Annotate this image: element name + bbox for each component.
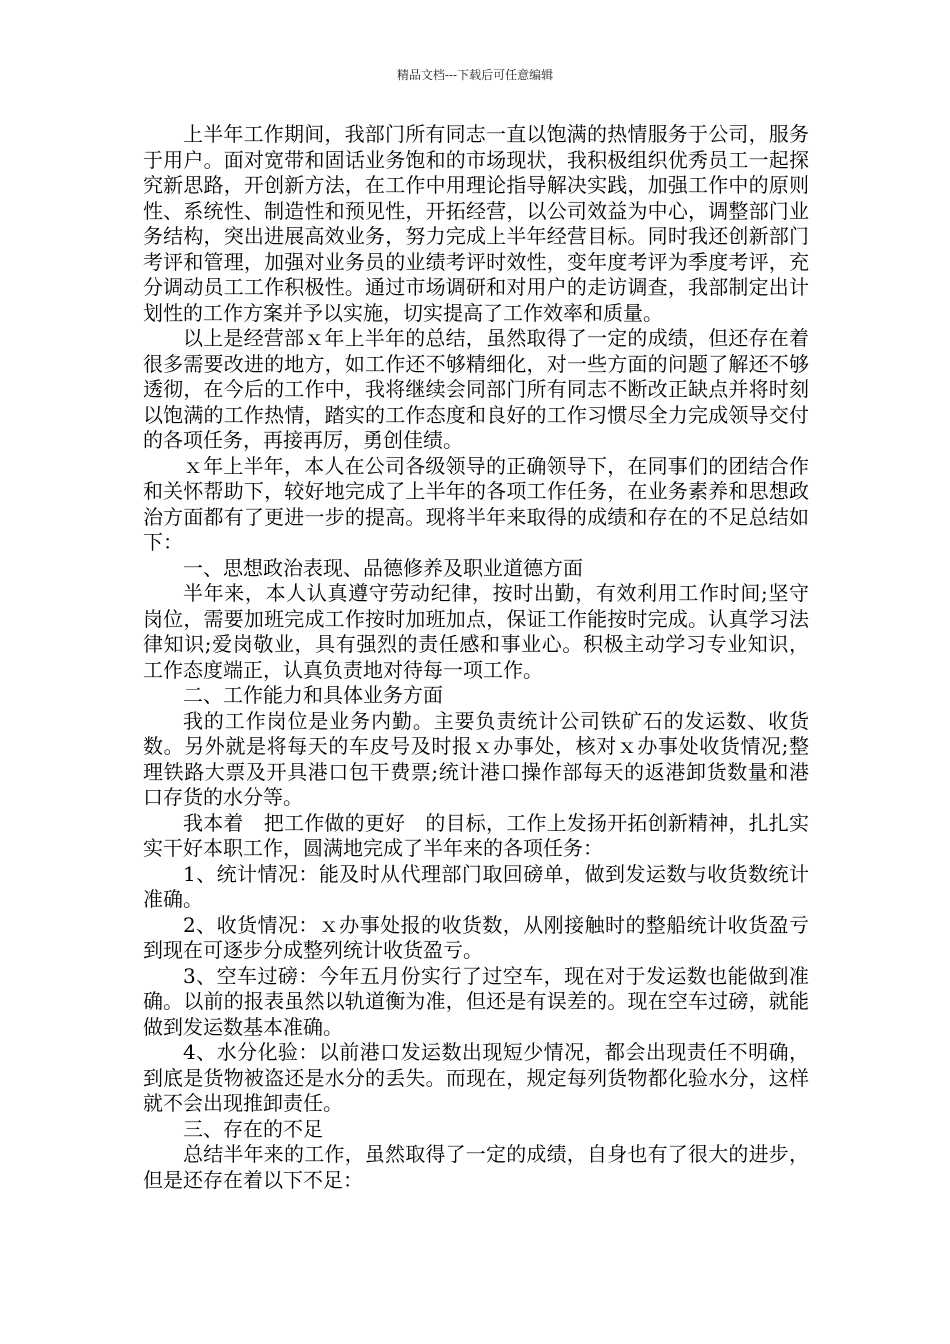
list-item: 2、收货情况：ｘ办事处报的收货数，从刚接触时的整船统计收货盈亏到现在可逐步分成整列统计收货盈亏。 bbox=[143, 912, 809, 962]
paragraph: 以上是经营部ｘ年上半年的总结，虽然取得了一定的成绩，但还存在着很多需要改进的地方，如工作还不够精细化，对一些方面的问题了解还不够透彻，在今后的工作中，我将继续会同部门所有同志不断改正缺点并将时刻以饱满的工作热情，踏实的工作态度和良好的工作习惯尽全力完成领导交付的各项任务，再接再厉，勇创佳绩。 bbox=[143, 326, 809, 452]
paragraph: 半年来，本人认真遵守劳动纪律，按时出勤，有效利用工作时间;坚守岗位，需要加班完成工作按时加班加点，保证工作能按时完成。认真学习法律知识;爱岗敬业，具有强烈的责任感和事业心。积极主动学习专业知识，工作态度端正，认真负责地对待每一项工作。 bbox=[143, 581, 809, 682]
document-body bbox=[143, 122, 809, 1193]
paragraph: 我的工作岗位是业务内勤。主要负责统计公司铁矿石的发运数、收货数。另外就是将每天的车皮号及时报ｘ办事处，核对ｘ办事处收货情况;整理铁路大票及开具港口包干费票;统计港口操作部每天的返港卸货数量和港口存货的水分等。 bbox=[143, 708, 809, 809]
list-item: 3、空车过磅：今年五月份实行了过空车，现在对于发运数也能做到准确。以前的报表虽然以轨道衡为准，但还是有误差的。现在空车过磅，就能做到发运数基本准确。 bbox=[143, 963, 809, 1039]
paragraph: 总结半年来的工作，虽然取得了一定的成绩，自身也有了很大的进步，但是还存在着以下不足： bbox=[143, 1142, 809, 1192]
paragraph: 上半年工作期间，我部门所有同志一直以饱满的热情服务于公司，服务于用户。面对宽带和固话业务饱和的市场现状，我积极组织优秀员工一起探究新思路，开创新方法，在工作中用理论指导解决实践，加强工作中的原则性、系统性、制造性和预见性，开拓经营，以公司效益为中心，调整部门业务结构，突出进展高效业务，努力完成上半年经营目标。同时我还创新部门考评和管理，加强对业务员的业绩考评时效性，变年度考评为季度考评，充分调动员工工作积极性。通过市场调研和对用户的走访调查，我部制定出计划性的工作方案并予以实施，切实提高了工作效率和质量。 bbox=[143, 122, 809, 325]
page-header: 精品文档---下载后可任意编辑 bbox=[396, 68, 554, 82]
list-item: 4、水分化验：以前港口发运数出现短少情况，都会出现责任不明确，到底是货物被盗还是水分的丢失。而现在，规定每列货物都化验水分，这样就不会出现推卸责任。 bbox=[143, 1040, 809, 1115]
paragraph: 我本着 把工作做的更好 的目标，工作上发扬开拓创新精神，扎扎实实干好本职工作，圆满地完成了半年来的各项任务： bbox=[143, 810, 809, 860]
paragraph: ｘ年上半年，本人在公司各级领导的正确领导下，在同事们的团结合作和关怀帮助下，较好地完成了上半年的各项工作任务，在业务素养和思想政治方面都有了更进一步的提高。现将半年来取得的成绩和存在的不足总结如下： bbox=[143, 453, 809, 554]
list-item: 1、统计情况：能及时从代理部门取回磅单，做到发运数与收货数统计准确。 bbox=[143, 861, 809, 911]
section-heading: 二、工作能力和具体业务方面 bbox=[183, 683, 443, 707]
section-heading: 三、存在的不足 bbox=[183, 1116, 323, 1141]
section-heading: 一、思想政治表现、品德修养及职业道德方面 bbox=[183, 555, 583, 580]
